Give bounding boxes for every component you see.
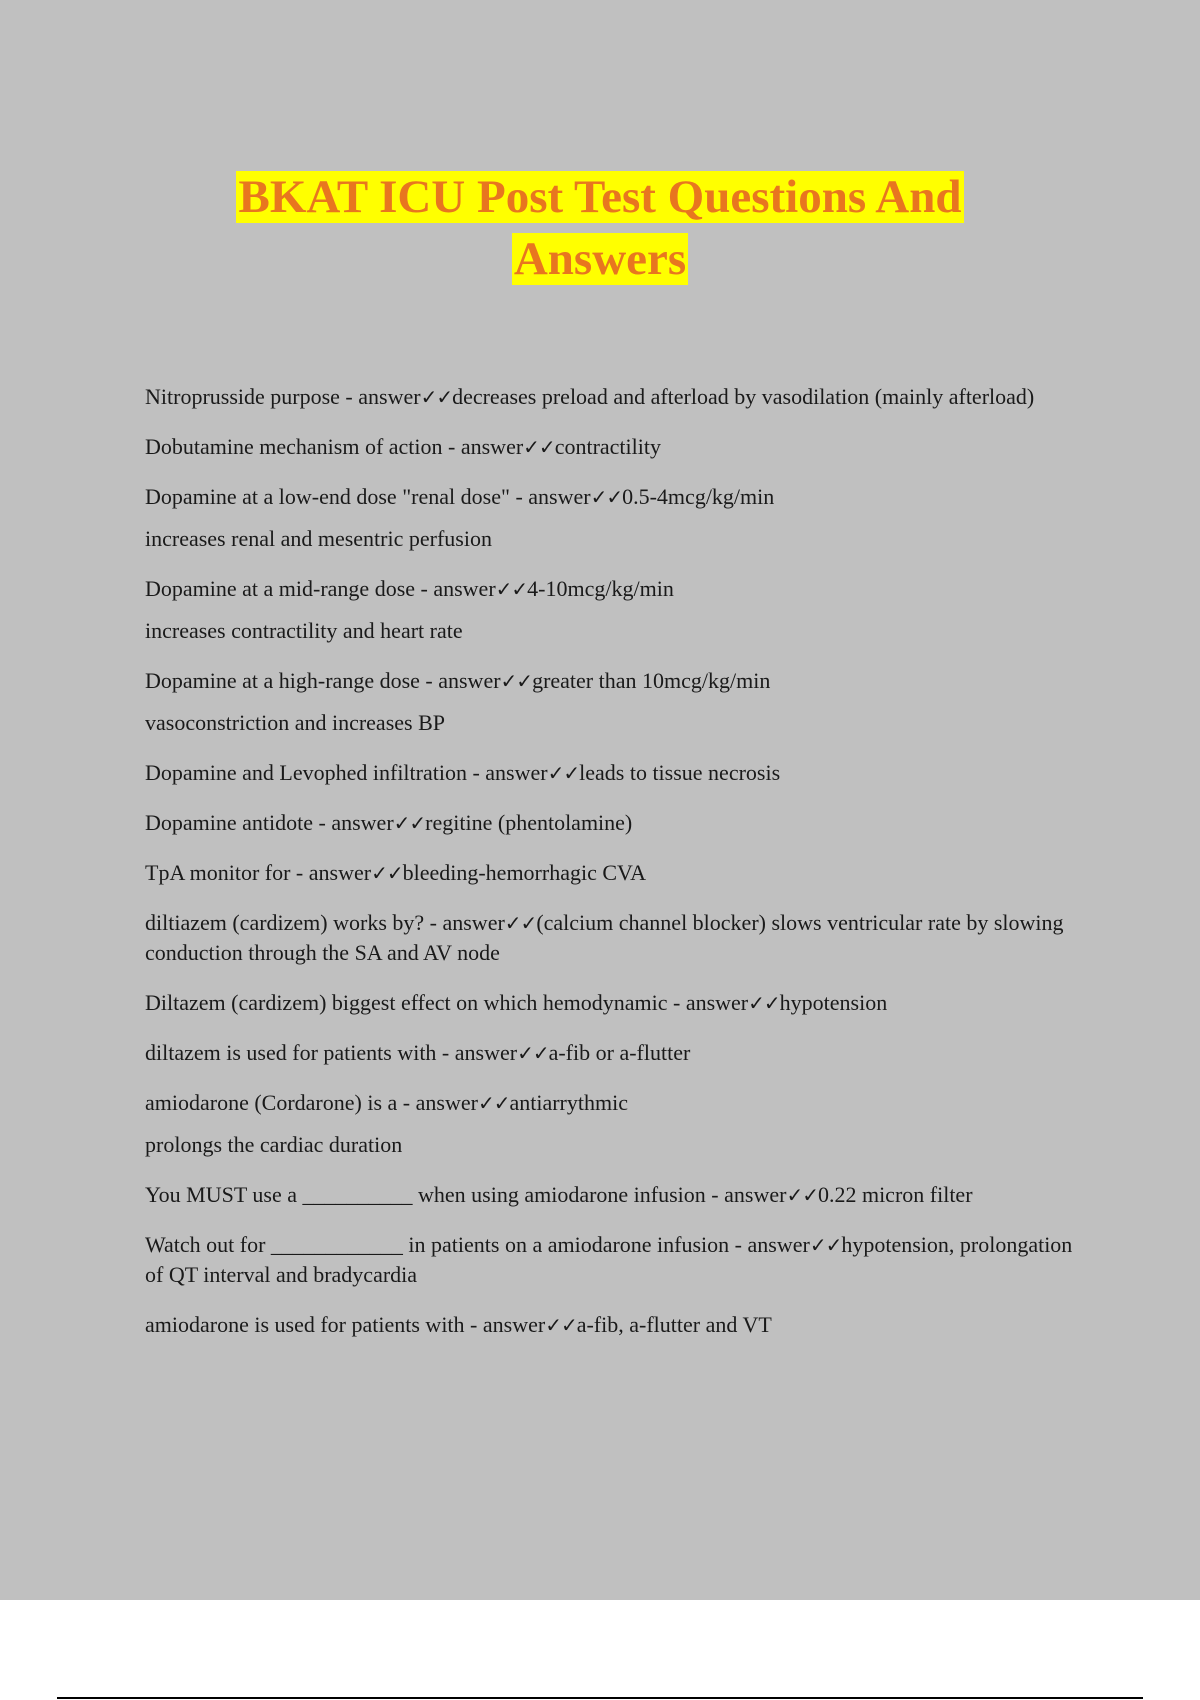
question-text: Nitroprusside purpose - [145,384,359,409]
question-answer-list [145,382,1085,1360]
qa-item [145,1038,1085,1068]
answer-text: antiarrythmic [509,1090,628,1115]
double-check-icon: ✓✓ [523,435,555,459]
qa-item [145,666,1085,696]
answer-marker: answer [482,1312,546,1337]
double-check-icon: ✓✓ [477,1091,510,1115]
question-text: Dopamine and Levophed infiltration - [145,760,486,785]
footer-divider [57,1697,1143,1699]
answer-text: a-fib, a-flutter and VT [576,1312,772,1337]
double-check-icon: ✓✓ [590,485,623,509]
answer-marker: answer [308,860,372,885]
answer-marker: answer [724,1182,787,1207]
answer-text: hypotension [779,990,888,1015]
answer-marker: answer [528,484,591,509]
qa-item [145,1088,1085,1118]
answer-text: hypotension, prolongation of QT interval and bradycardia [145,1232,1073,1287]
answer-marker: answer [358,384,421,409]
double-check-icon: ✓✓ [371,861,403,885]
question-text: TpA monitor for - [145,860,309,885]
double-check-icon: ✓✓ [517,1041,549,1065]
title-line-1: BKAT ICU Post Test Questions And [238,171,962,223]
answer-marker: answer [747,1232,810,1257]
qa-item [145,908,1085,968]
double-check-icon: ✓✓ [545,1313,577,1337]
answer-text: 4-10mcg/kg/min [527,576,674,601]
answer-note: vasoconstriction and increases BP [145,710,445,735]
question-text: amiodarone is used for patients with - [145,1312,483,1337]
answer-note: increases contractility and heart rate [145,618,463,643]
double-check-icon: ✓✓ [500,669,533,693]
answer-marker: answer [685,990,749,1015]
question-text: Watch out for ____________ in patients on a amiodarone infusion - [145,1232,748,1257]
qa-item [145,574,1085,604]
question-text: Dopamine at a mid-range dose - [145,576,434,601]
qa-item [145,432,1085,462]
qa-item [145,1310,1085,1340]
double-check-icon: ✓✓ [809,1233,842,1257]
answer-note: prolongs the cardiac duration [145,1132,403,1157]
answer-text: 0.22 micron filter [817,1182,973,1207]
double-check-icon: ✓✓ [547,761,580,785]
double-check-icon: ✓✓ [420,385,453,409]
answer-marker: answer [433,576,496,601]
answer-text: (calcium channel blocker) slows ventricular rate by slowing conduction through the SA and AV node [145,910,1064,965]
question-text: Diltazem (cardizem) biggest effect on which hemodynamic - [145,990,686,1015]
title-line-2: Answers [513,233,687,285]
double-check-icon: ✓✓ [748,991,780,1015]
qa-item [145,382,1085,412]
qa-item [145,1230,1085,1290]
document-title [0,166,1200,290]
answer-marker: answer [331,810,394,835]
answer-marker: answer [438,668,501,693]
answer-note: increases renal and mesentric perfusion [145,526,492,551]
question-text: Dopamine at a low-end dose "renal dose" - [145,484,529,509]
qa-item [145,482,1085,512]
question-text: Dopamine at a high-range dose - [145,668,439,693]
answer-text: 0.5-4mcg/kg/min [622,484,775,509]
double-check-icon: ✓✓ [393,811,426,835]
answer-text: bleeding-hemorrhagic CVA [402,860,646,885]
double-check-icon: ✓✓ [504,911,537,935]
qa-item [145,858,1085,888]
question-text: Dopamine antidote - [145,810,332,835]
double-check-icon: ✓✓ [786,1183,818,1207]
answer-text: a-fib or a-flutter [548,1040,691,1065]
answer-marker: answer [442,910,505,935]
qa-item [145,1180,1085,1210]
question-text: Dobutamine mechanism of action - [145,434,461,459]
answer-text: contractility [554,434,661,459]
answer-text: decreases preload and afterload by vasodilation (mainly afterload) [452,384,1035,409]
answer-marker: answer [415,1090,478,1115]
answer-marker: answer [454,1040,518,1065]
answer-marker: answer [460,434,524,459]
question-text: amiodarone (Cordarone) is a - [145,1090,416,1115]
answer-marker: answer [485,760,548,785]
answer-text: leads to tissue necrosis [579,760,781,785]
question-text: diltazem is used for patients with - [145,1040,455,1065]
qa-item [145,758,1085,788]
qa-item [145,988,1085,1018]
double-check-icon: ✓✓ [495,577,528,601]
qa-item [145,808,1085,838]
question-text: diltiazem (cardizem) works by? - [145,910,443,935]
answer-text: regitine (phentolamine) [425,810,633,835]
answer-text: greater than 10mcg/kg/min [532,668,771,693]
question-text: You MUST use a __________ when using amiodarone infusion - [145,1182,725,1207]
